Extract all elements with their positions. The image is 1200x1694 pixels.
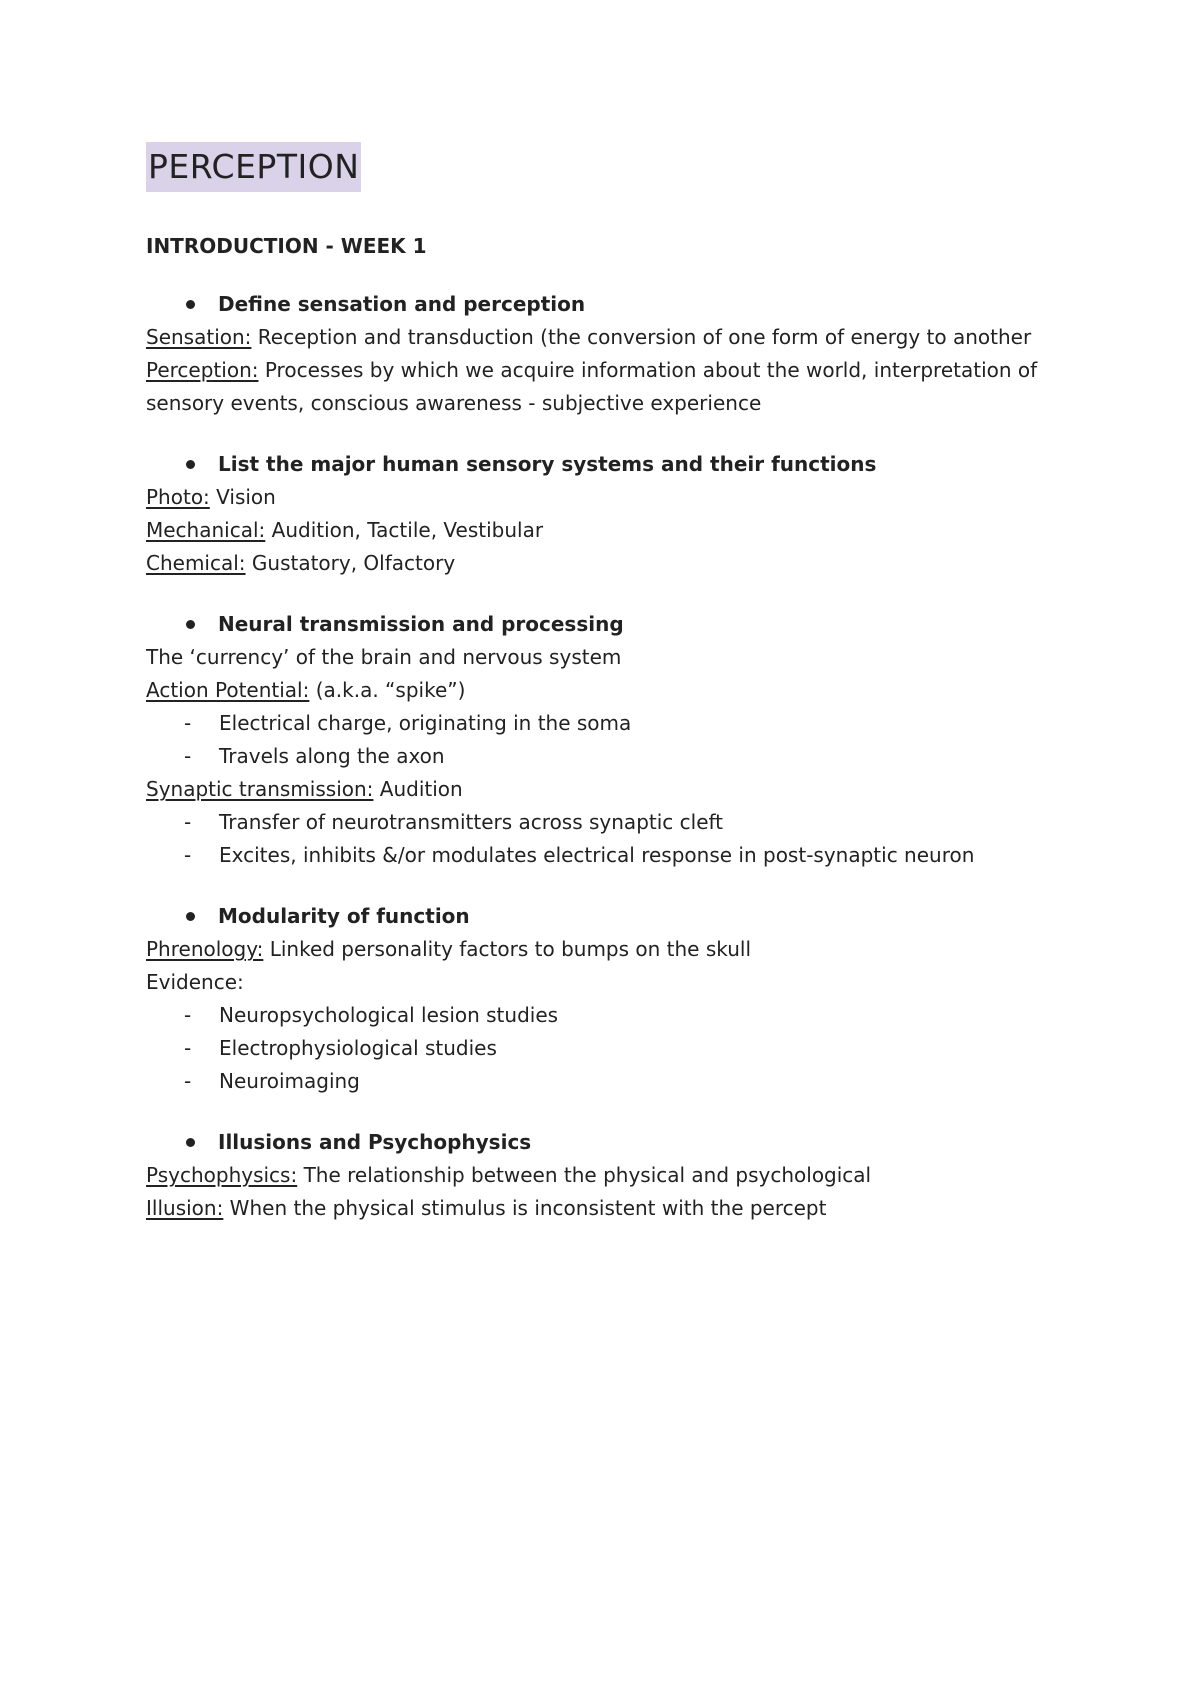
bullet-icon	[186, 620, 195, 629]
section-heading	[146, 900, 1066, 933]
term-label: Phrenology:	[146, 937, 264, 961]
bullet-icon	[186, 1138, 195, 1147]
term-label: Chemical:	[146, 551, 246, 575]
heading-text: List the major human sensory systems and their functions	[218, 452, 877, 476]
list-item-text: Electrophysiological studies	[219, 1036, 497, 1060]
section-heading	[146, 1126, 1066, 1159]
dash-marker: -	[184, 1003, 192, 1027]
heading-text: Define sensation and perception	[218, 292, 586, 316]
list-item	[146, 839, 1066, 872]
bullet-icon	[186, 912, 195, 921]
term-label: Sensation:	[146, 325, 252, 349]
term-label: Synaptic transmission:	[146, 777, 374, 801]
definition-text: (a.k.a. “spike”)	[309, 678, 466, 702]
definition-text: When the physical stimulus is inconsistent with the percept	[223, 1196, 827, 1220]
page-title: PERCEPTION	[146, 142, 361, 192]
section-modularity	[146, 900, 1066, 1098]
definition-line	[146, 1159, 1066, 1192]
list-item-text: Electrical charge, originating in the soma	[219, 711, 632, 735]
definition-line	[146, 481, 1066, 514]
dash-marker: -	[184, 1069, 192, 1093]
heading-text: Illusions and Psychophysics	[218, 1130, 532, 1154]
list-item-text: Neuroimaging	[219, 1069, 360, 1093]
definition-line	[146, 321, 1066, 354]
term-label: Psychophysics:	[146, 1163, 298, 1187]
bullet-icon	[186, 460, 195, 469]
section-heading	[146, 608, 1066, 641]
section-illusions	[146, 1126, 1066, 1225]
term-label: Mechanical:	[146, 518, 266, 542]
term-label: Illusion:	[146, 1196, 224, 1220]
term-label: Perception:	[146, 358, 259, 382]
intro-line: The ‘currency’ of the brain and nervous system	[146, 645, 622, 669]
section-sensory-systems	[146, 448, 1066, 580]
list-item	[146, 1032, 1066, 1065]
list-item	[146, 740, 1066, 773]
definition-line	[146, 1192, 1066, 1225]
term-label: Photo:	[146, 485, 210, 509]
term-label: Action Potential:	[146, 678, 310, 702]
section-heading	[146, 288, 1066, 321]
bullet-icon	[186, 300, 195, 309]
definition-text: Gustatory, Olfactory	[245, 551, 456, 575]
definition-text: The relationship between the physical and psychological	[297, 1163, 872, 1187]
list-item	[146, 1065, 1066, 1098]
list-item	[146, 806, 1066, 839]
heading-text: Neural transmission and processing	[218, 612, 624, 636]
week-subtitle: INTRODUCTION - WEEK 1	[146, 234, 427, 258]
definition-text: Processes by which we acquire information about the world, interpretation of sensory events, conscious awareness - subjective experience	[146, 358, 1038, 415]
definition-line	[146, 933, 1066, 966]
list-item-text: Excites, inhibits &/or modulates electrical response in post-synaptic neuron	[219, 843, 975, 867]
dash-marker: -	[184, 1036, 192, 1060]
list-item-text: Neuropsychological lesion studies	[219, 1003, 559, 1027]
section-neural-transmission	[146, 608, 1066, 872]
evidence-label: Evidence:	[146, 970, 244, 994]
definition-text: Audition, Tactile, Vestibular	[265, 518, 544, 542]
definition-text: Audition	[373, 777, 463, 801]
definition-line	[146, 674, 1066, 707]
dash-marker: -	[184, 711, 192, 735]
list-item-text: Travels along the axon	[219, 744, 445, 768]
definition-text: Linked personality factors to bumps on the skull	[263, 937, 752, 961]
list-item-text: Transfer of neurotransmitters across synaptic cleft	[219, 810, 724, 834]
dash-marker: -	[184, 843, 192, 867]
definition-line	[146, 514, 1066, 547]
list-item	[146, 999, 1066, 1032]
section-sensation-perception	[146, 288, 1066, 420]
definition-text: Vision	[209, 485, 276, 509]
heading-text: Modularity of function	[218, 904, 470, 928]
dash-marker: -	[184, 810, 192, 834]
definition-line	[146, 773, 1066, 806]
list-item	[146, 707, 1066, 740]
document-page	[146, 142, 1066, 1225]
section-heading	[146, 448, 1066, 481]
dash-marker: -	[184, 744, 192, 768]
definition-text: Reception and transduction (the conversion of one form of energy to another	[251, 325, 1032, 349]
definition-line	[146, 354, 1066, 420]
definition-line	[146, 547, 1066, 580]
